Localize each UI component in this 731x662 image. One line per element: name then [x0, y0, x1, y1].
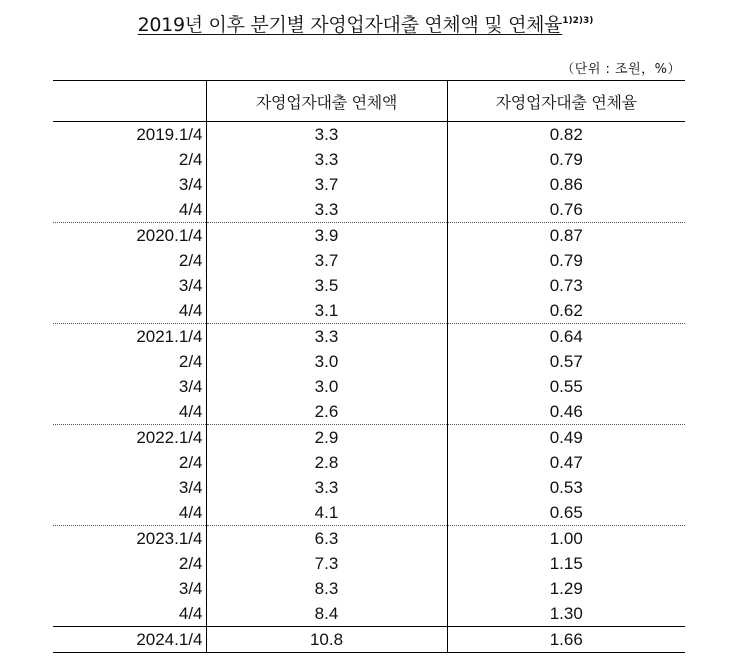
table-row	[53, 172, 685, 197]
amount-cell: 3.3	[206, 147, 447, 172]
amount-cell: 3.7	[206, 172, 447, 197]
table-row	[53, 248, 685, 273]
period-cell: 2/4	[178, 554, 203, 573]
table-row	[53, 399, 685, 425]
rate-cell: 1.66	[447, 627, 685, 653]
table-row	[53, 147, 685, 172]
title-footnote-marks: 1)2)3)	[562, 16, 594, 26]
amount-cell: 2.6	[206, 399, 447, 425]
amount-cell: 8.4	[206, 601, 447, 627]
amount-cell: 7.3	[206, 551, 447, 576]
table-row	[53, 627, 685, 653]
period-cell: 2023.1/4	[53, 526, 206, 552]
header-rate: 자영업자대출 연체율	[447, 81, 685, 122]
table-body	[53, 122, 685, 653]
period-cell: 2024.1/4	[53, 627, 206, 653]
amount-cell: 2.8	[206, 450, 447, 475]
amount-cell: 8.3	[206, 576, 447, 601]
period-cell: 3/4	[178, 377, 203, 396]
amount-cell: 3.0	[206, 374, 447, 399]
table-header-row	[53, 81, 685, 122]
rate-cell: 1.15	[447, 551, 685, 576]
period-cell: 2/4	[178, 352, 203, 371]
table-row	[53, 223, 685, 249]
rate-cell: 0.87	[447, 223, 685, 249]
rate-cell: 0.82	[447, 122, 685, 148]
period-cell: 3/4	[178, 175, 203, 194]
rate-cell: 0.53	[447, 475, 685, 500]
table-row	[53, 374, 685, 399]
amount-cell: 3.3	[206, 475, 447, 500]
period-cell: 4/4	[178, 301, 203, 320]
table-row	[53, 551, 685, 576]
rate-cell: 0.62	[447, 298, 685, 324]
amount-cell: 3.7	[206, 248, 447, 273]
rate-cell: 0.65	[447, 500, 685, 526]
amount-cell: 3.9	[206, 223, 447, 249]
rate-cell: 0.57	[447, 349, 685, 374]
header-amount: 자영업자대출 연체액	[206, 81, 447, 122]
period-cell: 3/4	[178, 579, 203, 598]
table-row	[53, 122, 685, 148]
amount-cell: 3.0	[206, 349, 447, 374]
amount-cell: 3.3	[206, 197, 447, 223]
unit-note: （단위 : 조원，%）	[561, 62, 681, 77]
table-row	[53, 349, 685, 374]
rate-cell: 0.79	[447, 147, 685, 172]
table-row	[53, 450, 685, 475]
period-cell: 2020.1/4	[53, 223, 206, 249]
amount-cell: 4.1	[206, 500, 447, 526]
table-row	[53, 526, 685, 552]
amount-cell: 10.8	[206, 627, 447, 653]
rate-cell: 0.86	[447, 172, 685, 197]
page-title	[0, 10, 731, 37]
rate-cell: 0.73	[447, 273, 685, 298]
rate-cell: 0.76	[447, 197, 685, 223]
period-cell: 2/4	[178, 251, 203, 270]
period-cell: 4/4	[178, 200, 203, 219]
amount-cell: 6.3	[206, 526, 447, 552]
period-cell: 2021.1/4	[53, 324, 206, 350]
rate-cell: 0.47	[447, 450, 685, 475]
period-cell: 2/4	[178, 150, 203, 169]
period-cell: 4/4	[178, 402, 203, 421]
rate-cell: 0.46	[447, 399, 685, 425]
table-row	[53, 298, 685, 324]
table-row	[53, 324, 685, 350]
rate-cell: 1.00	[447, 526, 685, 552]
rate-cell: 1.30	[447, 601, 685, 627]
period-cell: 4/4	[178, 604, 203, 623]
period-cell: 2/4	[178, 453, 203, 472]
rate-cell: 1.29	[447, 576, 685, 601]
table-row	[53, 500, 685, 526]
amount-cell: 3.1	[206, 298, 447, 324]
table-row	[53, 197, 685, 223]
rate-cell: 0.49	[447, 425, 685, 451]
amount-cell: 3.3	[206, 122, 447, 148]
rate-cell: 0.64	[447, 324, 685, 350]
header-period	[53, 81, 206, 122]
period-cell: 3/4	[178, 276, 203, 295]
delinquency-table	[53, 80, 685, 653]
period-cell: 2019.1/4	[136, 125, 203, 144]
amount-cell: 3.3	[206, 324, 447, 350]
rate-cell: 0.79	[447, 248, 685, 273]
amount-cell: 3.5	[206, 273, 447, 298]
table-row	[53, 475, 685, 500]
period-cell: 3/4	[178, 478, 203, 497]
title-text: 2019년 이후 분기별 자영업자대출 연체액 및 연체율	[137, 14, 563, 36]
table-row	[53, 601, 685, 627]
table-row	[53, 425, 685, 451]
rate-cell: 0.55	[447, 374, 685, 399]
period-cell: 2022.1/4	[53, 425, 206, 451]
table-row	[53, 576, 685, 601]
period-cell: 4/4	[178, 503, 203, 522]
table-row	[53, 273, 685, 298]
amount-cell: 2.9	[206, 425, 447, 451]
